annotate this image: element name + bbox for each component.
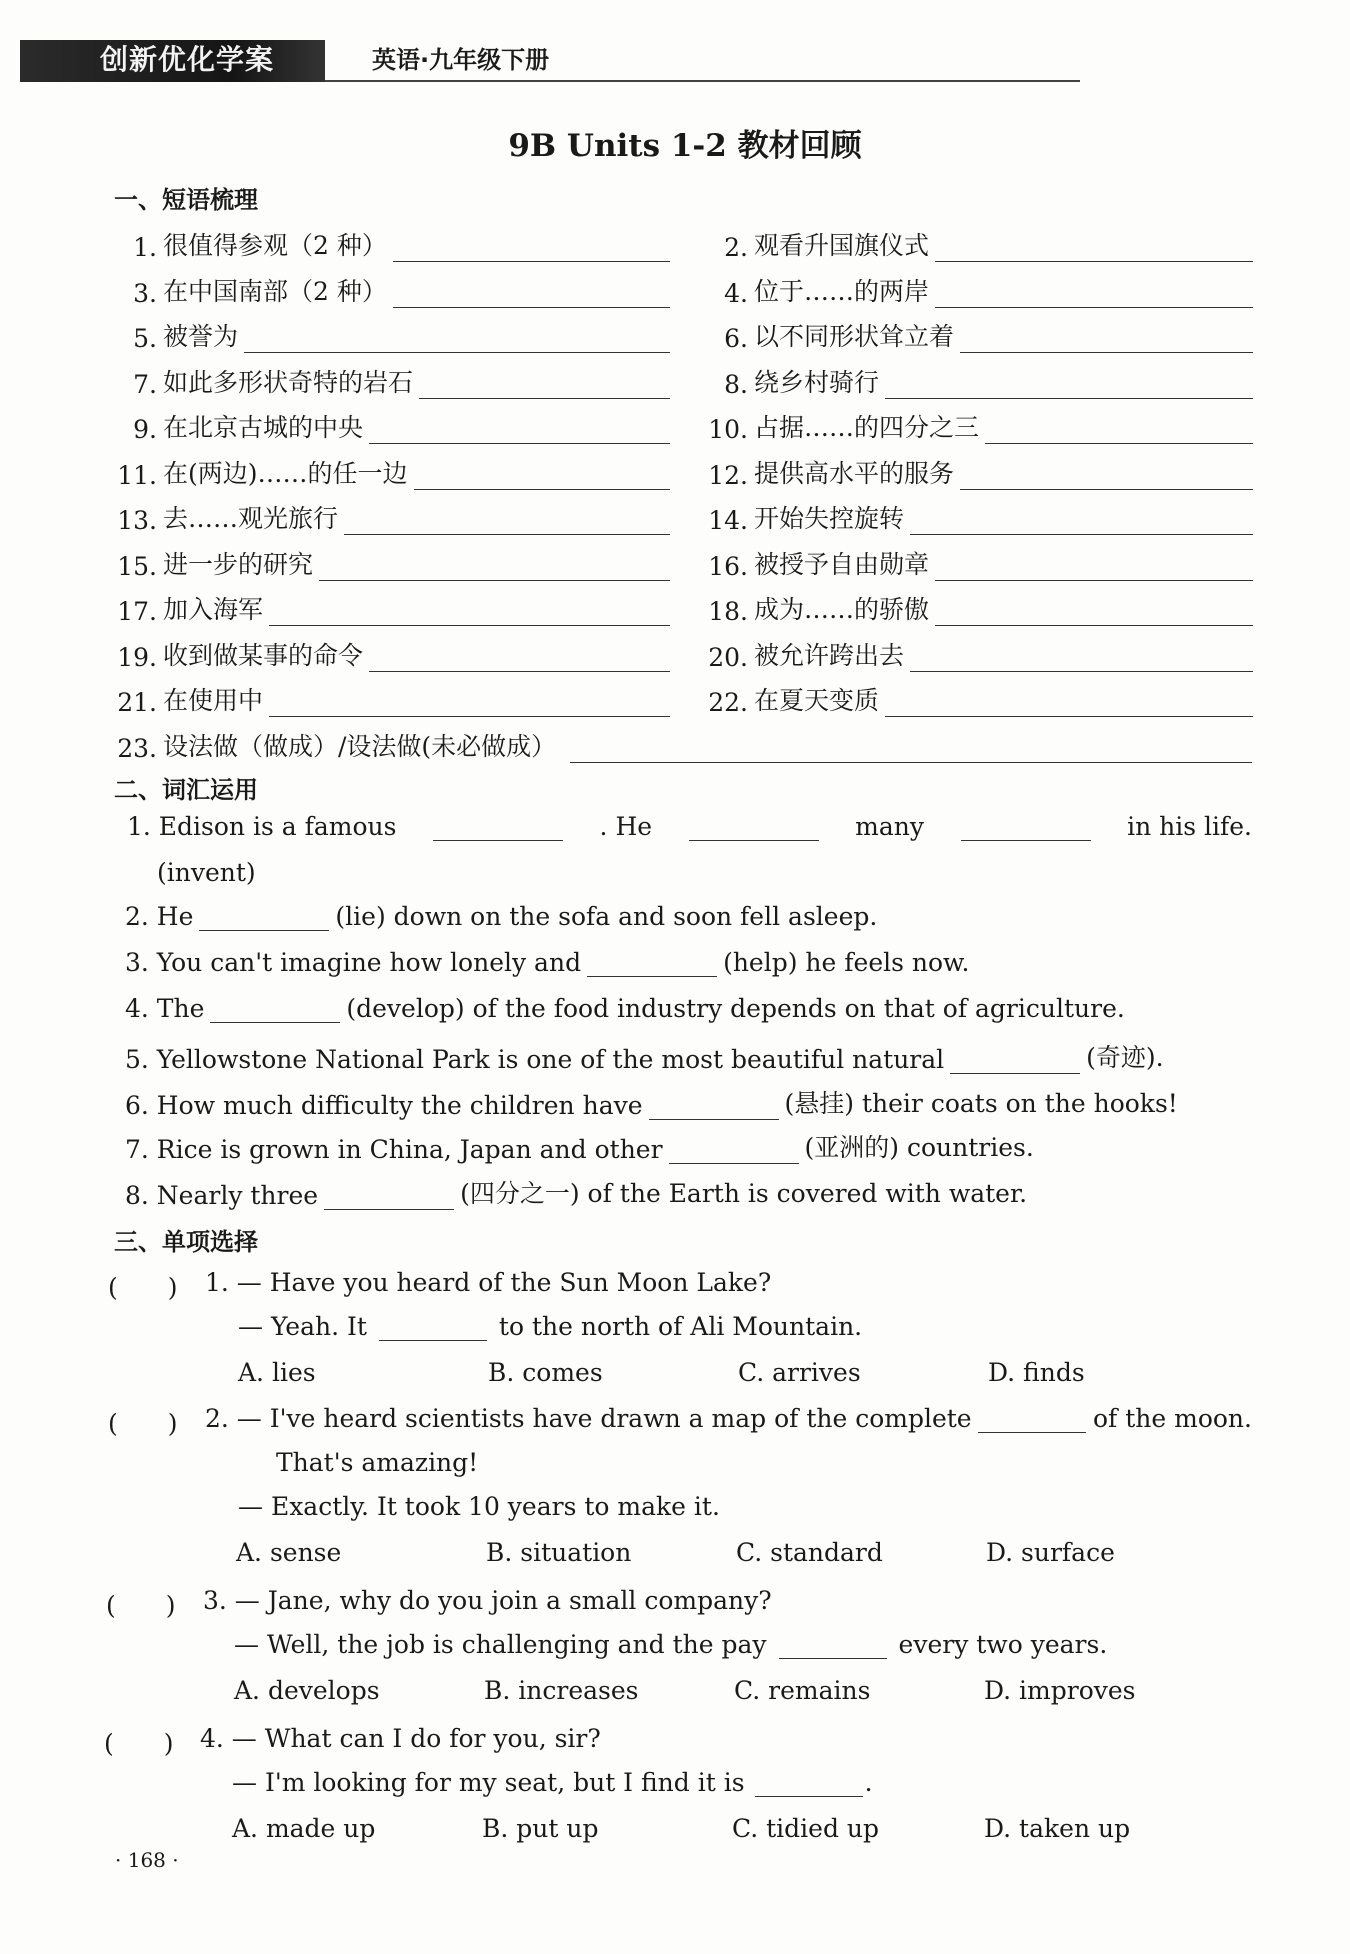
- answer-blank[interactable]: [960, 324, 1253, 353]
- phrase-text: 开始失控旋转: [754, 504, 905, 533]
- page-title: 9B Units 1-2 教材回顾: [508, 128, 862, 164]
- mcq3-blank[interactable]: [779, 1630, 887, 1659]
- answer-blank[interactable]: [269, 688, 670, 717]
- answer-blank[interactable]: [369, 415, 670, 444]
- answer-blank[interactable]: [910, 643, 1253, 672]
- mcq3-line1: 3. — Jane, why do you join a small company?: [203, 1586, 772, 1615]
- phrase-text: 如此多形状奇特的岩石: [163, 367, 414, 397]
- phrase-text: 观看升国旗仪式: [754, 231, 930, 260]
- phrase-number: 6.: [724, 324, 748, 353]
- vocab-q8: [125, 1174, 1027, 1210]
- mcq1-line2-b: to the north of Ali Mountain.: [498, 1312, 863, 1341]
- mcq3-option-d[interactable]: D. improves: [984, 1676, 1136, 1705]
- mcq4-option-b[interactable]: B. put up: [482, 1814, 599, 1843]
- vocab-q3-blank[interactable]: [587, 948, 717, 977]
- phrase-number: 21.: [117, 688, 157, 717]
- answer-blank[interactable]: [935, 597, 1253, 626]
- phrase-number: 14.: [708, 506, 748, 535]
- mcq3-line2: [234, 1630, 1107, 1659]
- phrase-text: 以不同形状耸立着: [754, 322, 955, 351]
- phrase-number: 17.: [117, 597, 157, 626]
- section-heading-vocabulary: 二、词汇运用: [114, 776, 258, 804]
- answer-paren-1[interactable]: ( ): [108, 1273, 178, 1302]
- header-rule: [325, 80, 1080, 82]
- vocab-q1-blank-1[interactable]: [433, 812, 563, 841]
- vocab-q6-text-b: (悬挂) their coats on the hooks!: [784, 1089, 1178, 1118]
- answer-paren-2[interactable]: ( ): [108, 1409, 178, 1438]
- phrase-item: [700, 268, 1253, 308]
- answer-blank[interactable]: [319, 552, 670, 581]
- phrase-text: 收到做某事的命令: [163, 640, 364, 670]
- answer-blank[interactable]: [935, 279, 1253, 308]
- mcq3-option-c[interactable]: C. remains: [734, 1676, 871, 1705]
- phrase-text: 在夏天变质: [754, 686, 880, 715]
- mcq1-blank[interactable]: [379, 1312, 487, 1341]
- phrase-number: 9.: [133, 415, 157, 444]
- phrase-text: 在(两边)……的任一边: [163, 458, 408, 488]
- vocab-q1-text-b: . He: [599, 812, 653, 841]
- vocab-q1-hint: (invent): [157, 858, 256, 887]
- vocab-q1-text-c: many: [855, 812, 924, 841]
- phrase-text: 很值得参观（2 种）: [163, 231, 387, 260]
- phrase-item: [115, 677, 670, 717]
- phrase-text: 在中国南部（2 种）: [163, 276, 387, 306]
- answer-blank[interactable]: [935, 233, 1253, 262]
- mcq4-line2-b: .: [864, 1768, 873, 1797]
- phrase-number: 16.: [708, 551, 748, 581]
- vocab-q6-blank[interactable]: [649, 1091, 779, 1120]
- section-heading-choice: 三、单项选择: [114, 1228, 258, 1256]
- phrase-number: 5.: [133, 324, 157, 353]
- mcq4-blank[interactable]: [755, 1768, 863, 1797]
- phrase-item: [115, 268, 670, 308]
- phrase-text: 去……观光旅行: [163, 504, 339, 533]
- vocab-q1-blank-2[interactable]: [689, 812, 819, 841]
- vocab-q7-blank[interactable]: [669, 1135, 799, 1164]
- answer-blank[interactable]: [910, 506, 1253, 535]
- answer-blank[interactable]: [935, 552, 1253, 581]
- mcq1-option-b[interactable]: B. comes: [488, 1358, 603, 1387]
- phrase-item: [700, 222, 1253, 262]
- answer-blank[interactable]: [393, 233, 670, 262]
- mcq1-line2-a: — Yeah. It: [238, 1312, 367, 1341]
- section-heading-phrases: 一、短语梳理: [114, 186, 258, 214]
- mcq2-option-b[interactable]: B. situation: [486, 1538, 632, 1567]
- vocab-q4-blank[interactable]: [210, 994, 340, 1023]
- mcq4-option-d[interactable]: D. taken up: [984, 1814, 1131, 1843]
- answer-blank[interactable]: [419, 370, 670, 399]
- mcq1-option-c[interactable]: C. arrives: [738, 1358, 861, 1387]
- phrase-item: [115, 495, 670, 535]
- vocab-q8-text-b: (四分之一) of the Earth is covered with water.: [460, 1179, 1028, 1208]
- phrase-item: [700, 404, 1253, 444]
- phrase-text: 加入海军: [163, 595, 264, 624]
- vocab-q5-blank[interactable]: [950, 1045, 1080, 1074]
- phrase-item: [115, 450, 670, 490]
- mcq2-option-d[interactable]: D. surface: [986, 1538, 1115, 1567]
- mcq2-option-a[interactable]: A. sense: [236, 1538, 342, 1567]
- vocab-q2-blank[interactable]: [199, 902, 329, 931]
- mcq4-line1: 4. — What can I do for you, sir?: [200, 1724, 601, 1753]
- vocab-q7-text-a: 7. Rice is grown in China, Japan and other: [125, 1135, 663, 1164]
- phrase-number: 13.: [117, 506, 157, 535]
- phrase-item: [115, 359, 670, 399]
- mcq3-option-a[interactable]: A. develops: [234, 1676, 380, 1705]
- phrase-item: [700, 495, 1253, 535]
- phrase-item: [700, 359, 1253, 399]
- phrase-text: 在北京古城的中央: [163, 413, 364, 442]
- phrase-item: [115, 404, 670, 444]
- mcq2-blank[interactable]: [978, 1404, 1086, 1433]
- vocab-q6: [125, 1084, 1178, 1120]
- phrase-text: 位于……的两岸: [754, 276, 930, 306]
- page-number: · 168 ·: [115, 1848, 179, 1872]
- mcq1-line2: [238, 1312, 862, 1341]
- answer-blank[interactable]: [269, 597, 670, 626]
- phrase-number: 22.: [708, 688, 748, 717]
- mcq3-option-b[interactable]: B. increases: [484, 1676, 639, 1705]
- vocab-q7: [125, 1128, 1034, 1164]
- vocab-q8-blank[interactable]: [324, 1181, 454, 1210]
- vocab-q3-text-a: 3. You can't imagine how lonely and: [125, 948, 582, 977]
- header-subject: 英语·九年级下册: [372, 46, 550, 74]
- answer-paren-3[interactable]: ( ): [106, 1591, 176, 1620]
- answer-blank[interactable]: [885, 370, 1253, 399]
- mcq4-line2: [232, 1768, 873, 1797]
- phrase-text: 提供高水平的服务: [754, 458, 955, 488]
- phrase-number: 8.: [724, 369, 748, 399]
- phrase-item: [115, 313, 670, 353]
- phrase-item: [115, 632, 670, 672]
- phrase-number: 12.: [708, 460, 748, 490]
- vocab-q5-text-b: (奇迹).: [1086, 1043, 1164, 1072]
- mcq2-line1-cont: That's amazing!: [276, 1448, 479, 1477]
- phrase-text: 被誉为: [163, 322, 239, 351]
- vocab-q4-text-b: (develop) of the food industry depends on that of agriculture.: [346, 994, 1125, 1023]
- answer-blank[interactable]: [985, 415, 1253, 444]
- phrase-item: [700, 586, 1253, 626]
- mcq2-line1-b: of the moon.: [1092, 1404, 1252, 1433]
- mcq2-line2: — Exactly. It took 10 years to make it.: [238, 1492, 720, 1521]
- phrase-text: 进一步的研究: [163, 549, 314, 579]
- answer-blank[interactable]: [344, 506, 670, 535]
- vocab-q2-text-a: 2. He: [125, 902, 194, 931]
- vocab-q5-text-a: 5. Yellowstone National Park is one of the most beautiful natural: [125, 1045, 945, 1074]
- vocab-q1: [127, 812, 1252, 841]
- phrase-item: [115, 723, 1252, 763]
- phrase-number: 7.: [133, 369, 157, 399]
- phrase-number: 20.: [708, 642, 748, 672]
- phrase-number: 2.: [724, 233, 748, 262]
- answer-blank[interactable]: [885, 688, 1253, 717]
- phrase-item: [115, 586, 670, 626]
- phrase-number: 1.: [133, 233, 157, 262]
- phrase-number: 3.: [133, 278, 157, 308]
- vocab-q4: [125, 994, 1125, 1023]
- vocab-q1-blank-3[interactable]: [961, 812, 1091, 841]
- mcq1-line1: 1. — Have you heard of the Sun Moon Lake?: [205, 1268, 772, 1297]
- phrase-item: [115, 222, 670, 262]
- mcq4-line2-a: — I'm looking for my seat, but I find it is: [232, 1768, 745, 1797]
- mcq2-option-c[interactable]: C. standard: [736, 1538, 883, 1567]
- answer-blank[interactable]: [393, 279, 670, 308]
- mcq3-line2-a: — Well, the job is challenging and the pay: [234, 1630, 767, 1659]
- answer-blank[interactable]: [244, 324, 670, 353]
- mcq1-option-d[interactable]: D. finds: [988, 1358, 1085, 1387]
- vocab-q2: [125, 902, 877, 931]
- phrase-text: 被授予自由勋章: [754, 549, 930, 579]
- answer-paren-4[interactable]: ( ): [104, 1729, 174, 1758]
- mcq4-option-c[interactable]: C. tidied up: [732, 1814, 880, 1843]
- mcq4-option-a[interactable]: A. made up: [232, 1814, 376, 1843]
- phrase-item: [700, 541, 1253, 581]
- phrase-item: [700, 450, 1253, 490]
- phrase-number: 10.: [708, 415, 748, 444]
- answer-blank[interactable]: [414, 461, 670, 490]
- mcq1-option-a[interactable]: A. lies: [238, 1358, 316, 1387]
- phrase-number: 23.: [117, 733, 157, 763]
- phrase-number: 18.: [708, 597, 748, 626]
- phrase-number: 4.: [724, 278, 748, 308]
- phrase-text: 设法做（做成）/设法做(未必做成）: [163, 731, 557, 761]
- phrase-item: [700, 632, 1253, 672]
- vocab-q3-text-b: (help) he feels now.: [723, 948, 970, 977]
- vocab-q3: [125, 948, 969, 977]
- phrase-number: 15.: [117, 551, 157, 581]
- answer-blank[interactable]: [960, 461, 1253, 490]
- mcq3-line2-b: every two years.: [898, 1630, 1108, 1659]
- mcq2-line1-a: 2. — I've heard scientists have drawn a map of the complete: [205, 1404, 972, 1433]
- phrase-item: [700, 677, 1253, 717]
- answer-blank[interactable]: [369, 643, 670, 672]
- phrase-number: 19.: [117, 642, 157, 672]
- vocab-q6-text-a: 6. How much difficulty the children have: [125, 1091, 643, 1120]
- mcq2-line1: [205, 1404, 1252, 1433]
- phrase-item: [115, 541, 670, 581]
- phrase-number: 11.: [117, 460, 157, 490]
- answer-blank[interactable]: [570, 734, 1252, 763]
- phrase-text: 占据……的四分之三: [754, 413, 980, 442]
- vocab-q2-text-b: (lie) down on the sofa and soon fell asleep.: [335, 902, 878, 931]
- phrase-text: 在使用中: [163, 686, 264, 715]
- vocab-q1-text-d: in his life.: [1127, 812, 1252, 841]
- phrase-item: [700, 313, 1253, 353]
- phrase-text: 被允许跨出去: [754, 640, 905, 670]
- vocab-q4-text-a: 4. The: [125, 994, 205, 1023]
- vocab-q8-text-a: 8. Nearly three: [125, 1181, 319, 1210]
- phrase-text: 绕乡村骑行: [754, 367, 880, 397]
- vocab-q5: [125, 1038, 1164, 1074]
- vocab-q7-text-b: (亚洲的) countries.: [804, 1133, 1034, 1162]
- vocab-q1-text-a: 1. Edison is a famous: [127, 812, 397, 841]
- phrase-text: 成为……的骄傲: [754, 595, 930, 624]
- brand-logo: 创新优化学案: [100, 43, 275, 76]
